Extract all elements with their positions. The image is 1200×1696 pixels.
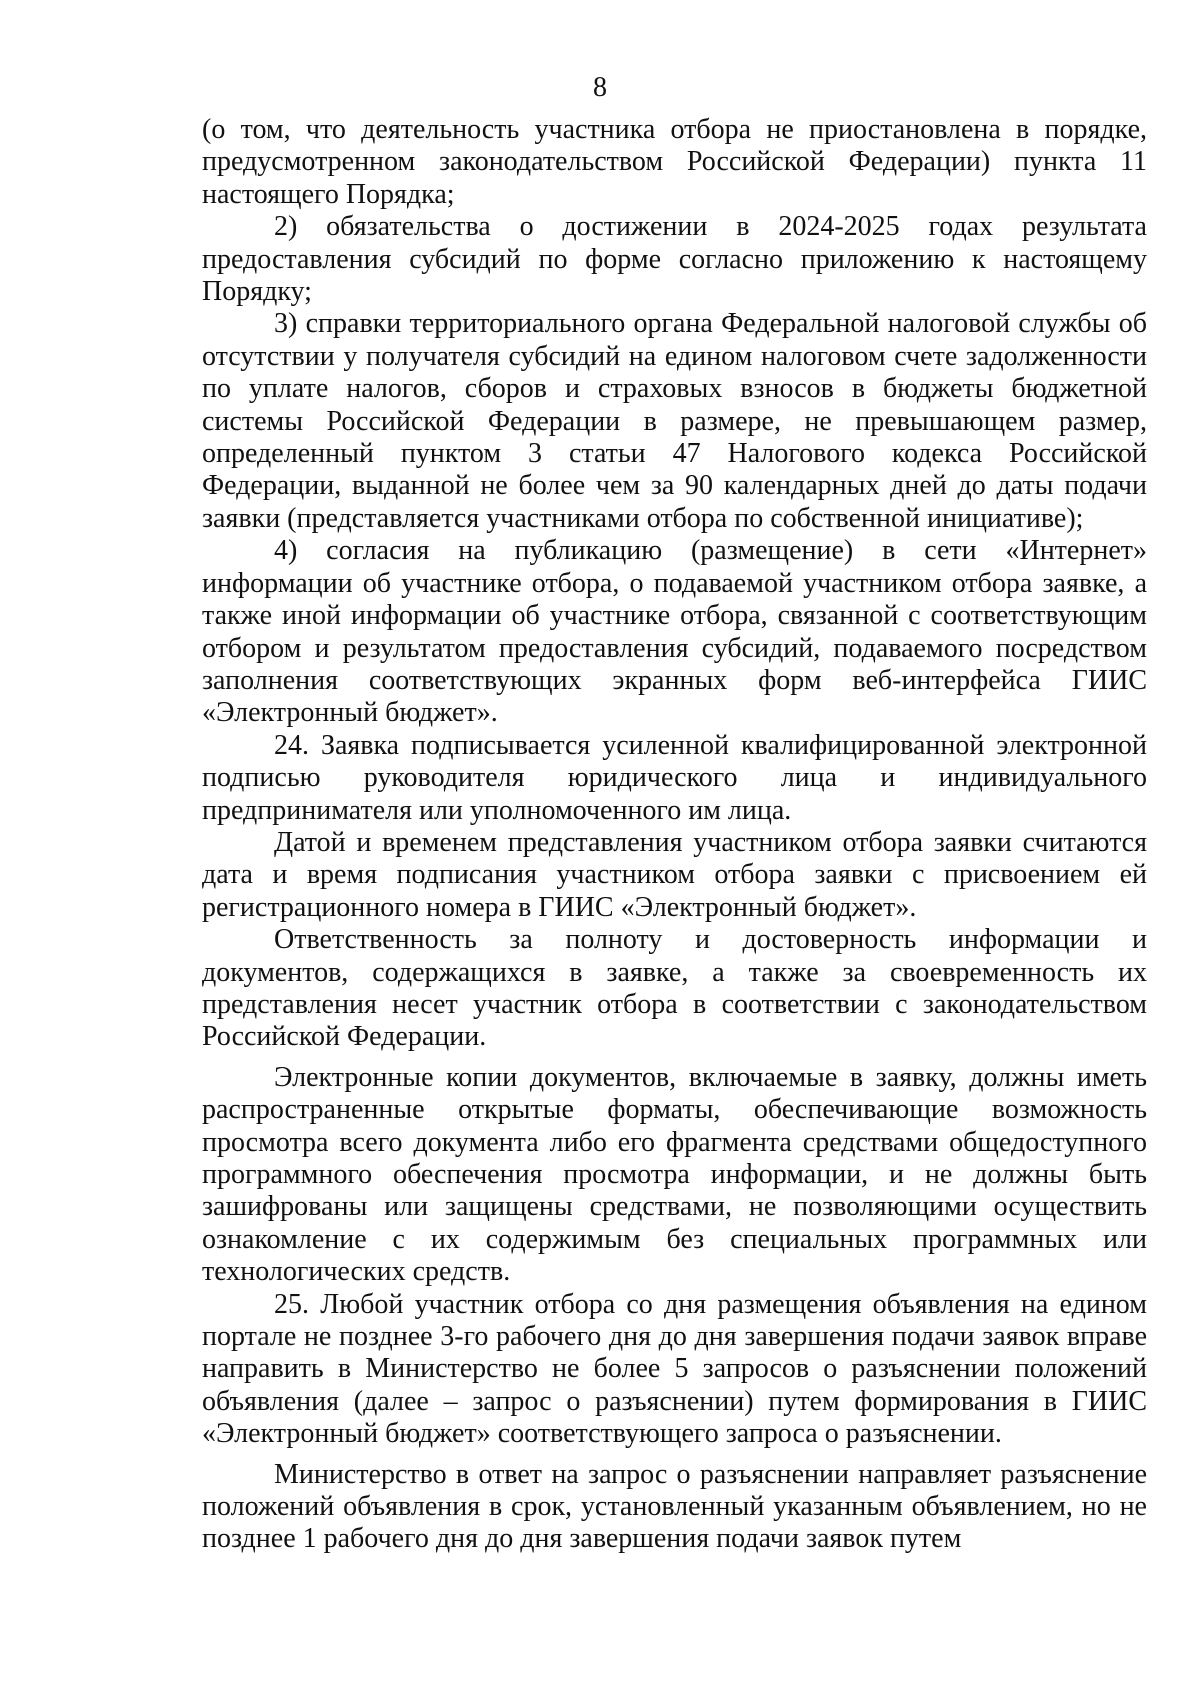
paragraph-electronic-copies: Электронные копии документов, включаемые в заявку, должны иметь распространенные открытые форматы, обеспечивающие возможность просмотра всего документа либо его фрагмента средствами общедоступного программного обеспечения просмотра информации, и не должны быть зашифрованы или защищены средствами, не позволяющими осуществить ознакомление с их содержимым без специальных программных или технологических средств. — [202, 1061, 1147, 1288]
paragraph-responsibility: Ответственность за полноту и достоверность информации и документов, содержащихся в заявке, а также за своевременность их представления несет участник отбора в соответствии с законодательством Российской Федерации. — [202, 924, 1147, 1053]
paragraph-item-3: 3) справки территориального органа Федеральной налоговой службы об отсутствии у получателя субсидий на едином налоговом счете задолженности по уплате налогов, сборов и страховых взносов в бюджеты бюджетной системы Российской Федерации в размере, не превышающем размер, определенный пунктом 3 статьи 47 Налогового кодекса Российской Федерации, выданной не более чем за 90 календарных дней до даты подачи заявки (представляется участниками отбора по собственной инициативе); — [202, 308, 1147, 534]
paragraph-section-24: 24. Заявка подписывается усиленной квалифицированной электронной подписью руководителя юридического лица и индивидуального предпринимателя или уполномоченного им лица. — [202, 729, 1147, 826]
paragraph-ministry-response: Министерство в ответ на запрос о разъяснении направляет разъяснение положений объявления в срок, установленный указанным объявлением, но не позднее 1 рабочего дня до дня завершения подачи заявок путем — [202, 1458, 1147, 1555]
paragraph-item-4: 4) согласия на публикацию (размещение) в сети «Интернет» информации об участнике отбора, о подаваемой участником отбора заявке, а также иной информации об участнике отбора, связанной с соответствующим отбором и результатом предоставления субсидий, подаваемого посредством заполнения соответствующих экранных форм веб-интерфейса ГИИС «Электронный бюджет». — [202, 535, 1147, 729]
page-number: 8 — [593, 72, 607, 103]
document-body — [202, 114, 1147, 1556]
paragraph-continuation: (о том, что деятельность участника отбора не приостановлена в порядке, предусмотренном законодательством Российской Федерации) пункта 11 настоящего Порядка; — [202, 114, 1147, 210]
paragraph-section-25: 25. Любой участник отбора со дня размещения объявления на едином портале не позднее 3-го рабочего дня до дня завершения подачи заявок вправе направить в Министерство не более 5 запросов о разъяснении положений объявления (далее – запрос о разъяснении) путем формирования в ГИИС «Электронный бюджет» соответствующего запроса о разъяснении. — [202, 1288, 1147, 1450]
paragraph-item-2: 2) обязательства о достижении в 2024-2025 годах результата предоставления субсидий по форме согласно приложению к настоящему Порядку; — [202, 211, 1147, 308]
paragraph-submission-time: Датой и временем представления участником отбора заявки считаются дата и время подписания участником отбора заявки с присвоением ей регистрационного номера в ГИИС «Электронный бюджет». — [202, 826, 1147, 923]
